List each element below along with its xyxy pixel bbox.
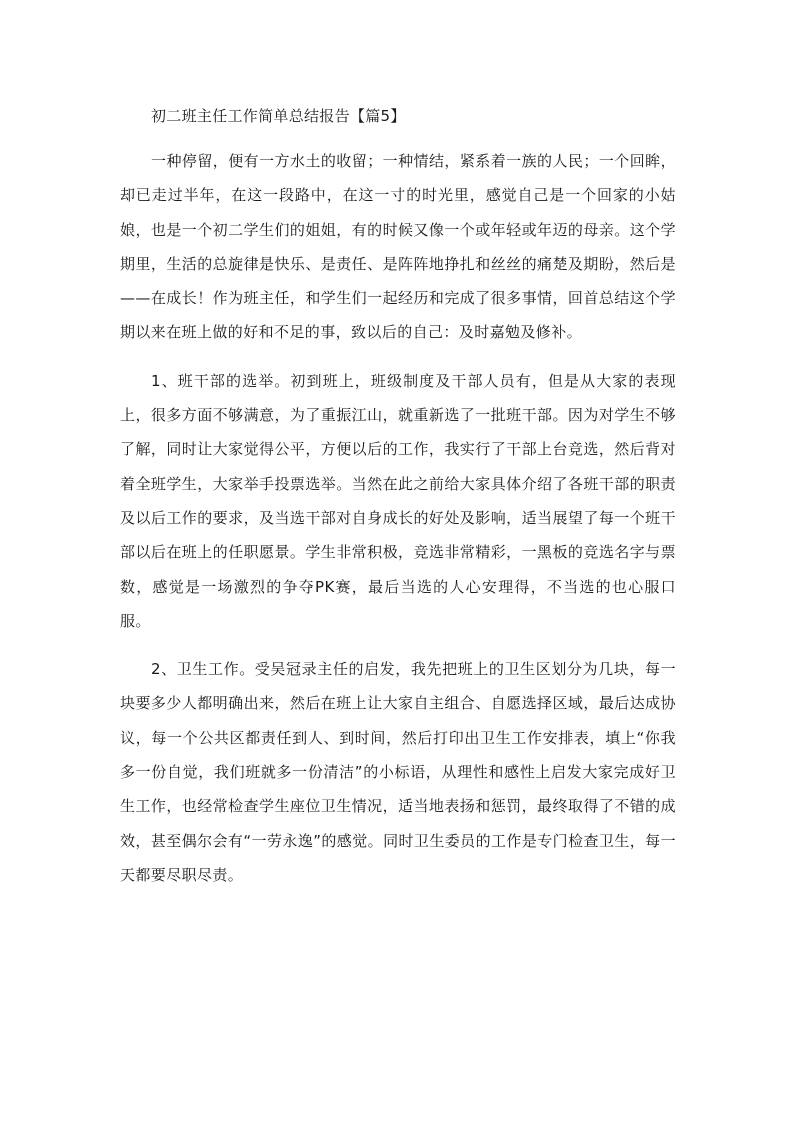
spacer: [120, 638, 676, 652]
document-body: [120, 102, 676, 892]
document-title: 初二班主任工作简单总结报告【篇5】: [151, 107, 406, 125]
paragraph-hygiene-work: 2、卫生工作。受吴冠录主任的启发，我先把班上的卫生区划分为几块，每一块要多少人都明确出来，然后在班上让大家自主组合、自愿选择区域，最后达成协议，每一个公共区都责任到人、到时间，然后打印出卫生工作安排表，填上“你我多一份自觉，我们班就多一份清洁”的小标语，从理性和感性上启发大家完成好卫生工作，也经常检查学生座位卫生情况，适当地表扬和惩罚，最终取得了不错的成效，甚至偶尔会有“一劳永逸”的感觉。同时卫生委员的工作是专门检查卫生，每一天都要尽职尽责。: [120, 660, 676, 884]
spacer: [120, 130, 676, 144]
spacer: [120, 350, 676, 364]
paragraph-intro: 一种停留，便有一方水土的收留；一种情结，紧系着一族的人民；一个回眸，却已走过半年，在这一段路中，在这一寸的时光里，感觉自己是一个回家的小姑娘，也是一个初二学生们的姐姐，有的时候又像一个或年轻或年迈的母亲。这个学期里，生活的总旋律是快乐、是责任、是阵阵地挣扎和丝丝的痛楚及期盼，然后是——在成长！作为班主任，和学生们一起经历和完成了很多事情，回首总结这个学期以来在班上做的好和不足的事，致以后的自己：及时嘉勉及修补。: [120, 152, 676, 342]
paragraph-class-cadre-election: 1、班干部的选举。初到班上，班级制度及干部人员有，但是从大家的表现上，很多方面不够满意，为了重振江山，就重新选了一批班干部。因为对学生不够了解，同时让大家觉得公平，方便以后的工作，我实行了干部上台竞选，然后背对着全班学生，大家举手投票选举。当然在此之前给大家具体介绍了各班干部的职责及以后工作的要求，及当选干部对自身成长的好处及影响，适当展望了每一个班干部以后在班上的任职愿景。学生非常积极，竞选非常精彩，一黑板的竞选名字与票数，感觉是一场激烈的争夺PK赛，最后当选的人心安理得，不当选的也心服口服。: [120, 371, 676, 630]
